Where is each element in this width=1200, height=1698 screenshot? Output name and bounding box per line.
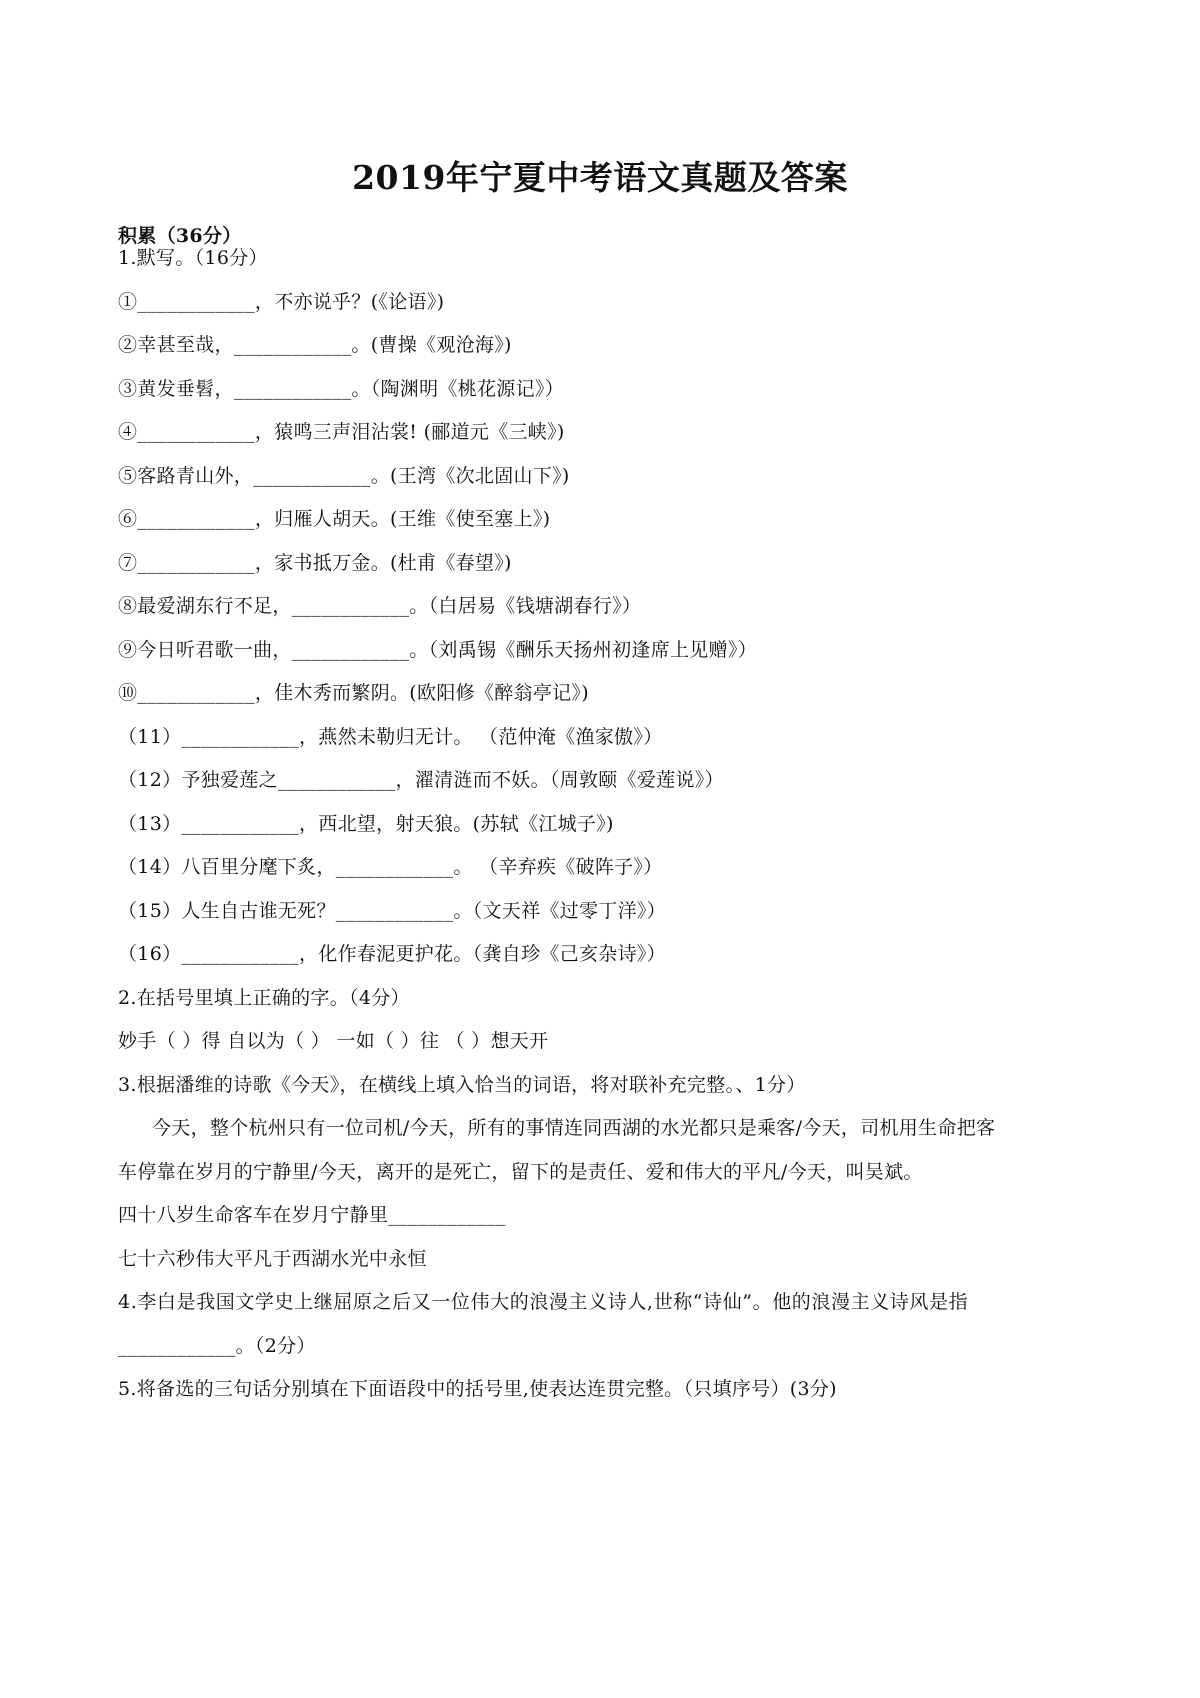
question-3-couplet: 七十六秒伟大平凡于西湖水光中永恒 [118, 1248, 427, 1270]
question-1-item: （15）人生自古谁无死？____________。（文天祥《过零丁洋》） [118, 900, 666, 922]
question-1-stem: 1.默写。（16分） [118, 247, 268, 269]
question-2-content: 妙手（ ）得 自以为（ ） 一如（ ）往 （ ）想天开 [118, 1030, 549, 1052]
question-1-item: ⑩____________，佳木秀而繁阴。(欧阳修《醉翁亭记》) [118, 682, 589, 704]
question-1-item: （13）____________，西北望，射天狼。(苏轼《江城子》) [118, 813, 614, 835]
question-5-stem: 5.将备选的三句话分别填在下面语段中的括号里,使表达连贯完整。（只填序号）(3分) [118, 1378, 837, 1400]
question-3-stem: 3.根据潘维的诗歌《今天》，在横线上填入恰当的词语，将对联补充完整。、1分） [118, 1074, 806, 1096]
question-1-item: ⑨今日听君歌一曲，____________。（刘禹锡《酬乐天扬州初逢席上见赠》） [118, 639, 758, 661]
question-1-item: ②幸甚至哉，____________。(曹操《观沧海》) [118, 334, 512, 356]
question-1-item: ⑧最爱湖东行不足，____________。（白居易《钱塘湖春行》） [118, 595, 642, 617]
question-1-item: ④____________，猿鸣三声泪沾裳! (郦道元《三峡》) [118, 421, 565, 443]
question-1-item: ⑦____________，家书抵万金。(杜甫《春望》) [118, 552, 512, 574]
question-1-item: （16）____________，化作春泥更护花。（龚自珍《己亥杂诗》） [118, 943, 666, 965]
question-1-item: ③黄发垂髫，____________。（陶渊明《桃花源记》） [118, 378, 565, 400]
question-1-item: （11）____________，燕然未勒归无计。 （范仲淹《渔家傲》） [118, 726, 663, 748]
question-1-item: ①____________，不亦说乎？(《论语》) [118, 291, 445, 313]
section-heading: 积累（36分） [118, 225, 242, 247]
question-4-stem: 4.李白是我国文学史上继屈原之后又一位伟大的浪漫主义诗人,世称“诗仙”。他的浪漫主义诗风是指 [118, 1291, 969, 1313]
question-1-item: （12）予独爱莲之____________，濯清涟而不妖。（周敦颐《爱莲说》） [118, 769, 724, 791]
question-4-blank: ____________。（2分） [118, 1335, 316, 1357]
question-3-couplet: 四十八岁生命客车在岁月宁静里____________ [118, 1204, 506, 1226]
question-1-item: ⑤客路青山外，____________。(王湾《次北固山下》) [118, 465, 570, 487]
question-3-passage: 车停靠在岁月的宁静里/今天，离开的是死亡，留下的是责任、爱和伟大的平凡/今天，叫吴斌。 [118, 1161, 923, 1183]
question-2-stem: 2.在括号里填上正确的字。（4分） [118, 987, 410, 1009]
question-1-item: ⑥____________，归雁人胡天。(王维《使至塞上》) [118, 508, 551, 530]
question-3-passage: 今天，整个杭州只有一位司机/今天，所有的事情连同西湖的水光都只是乘客/今天，司机用生命把客 [152, 1117, 996, 1139]
question-1-item: （14）八百里分麾下炙，____________。 （辛弃疾《破阵子》） [118, 856, 663, 878]
page-title: 2019年宁夏中考语文真题及答案 [352, 158, 848, 197]
